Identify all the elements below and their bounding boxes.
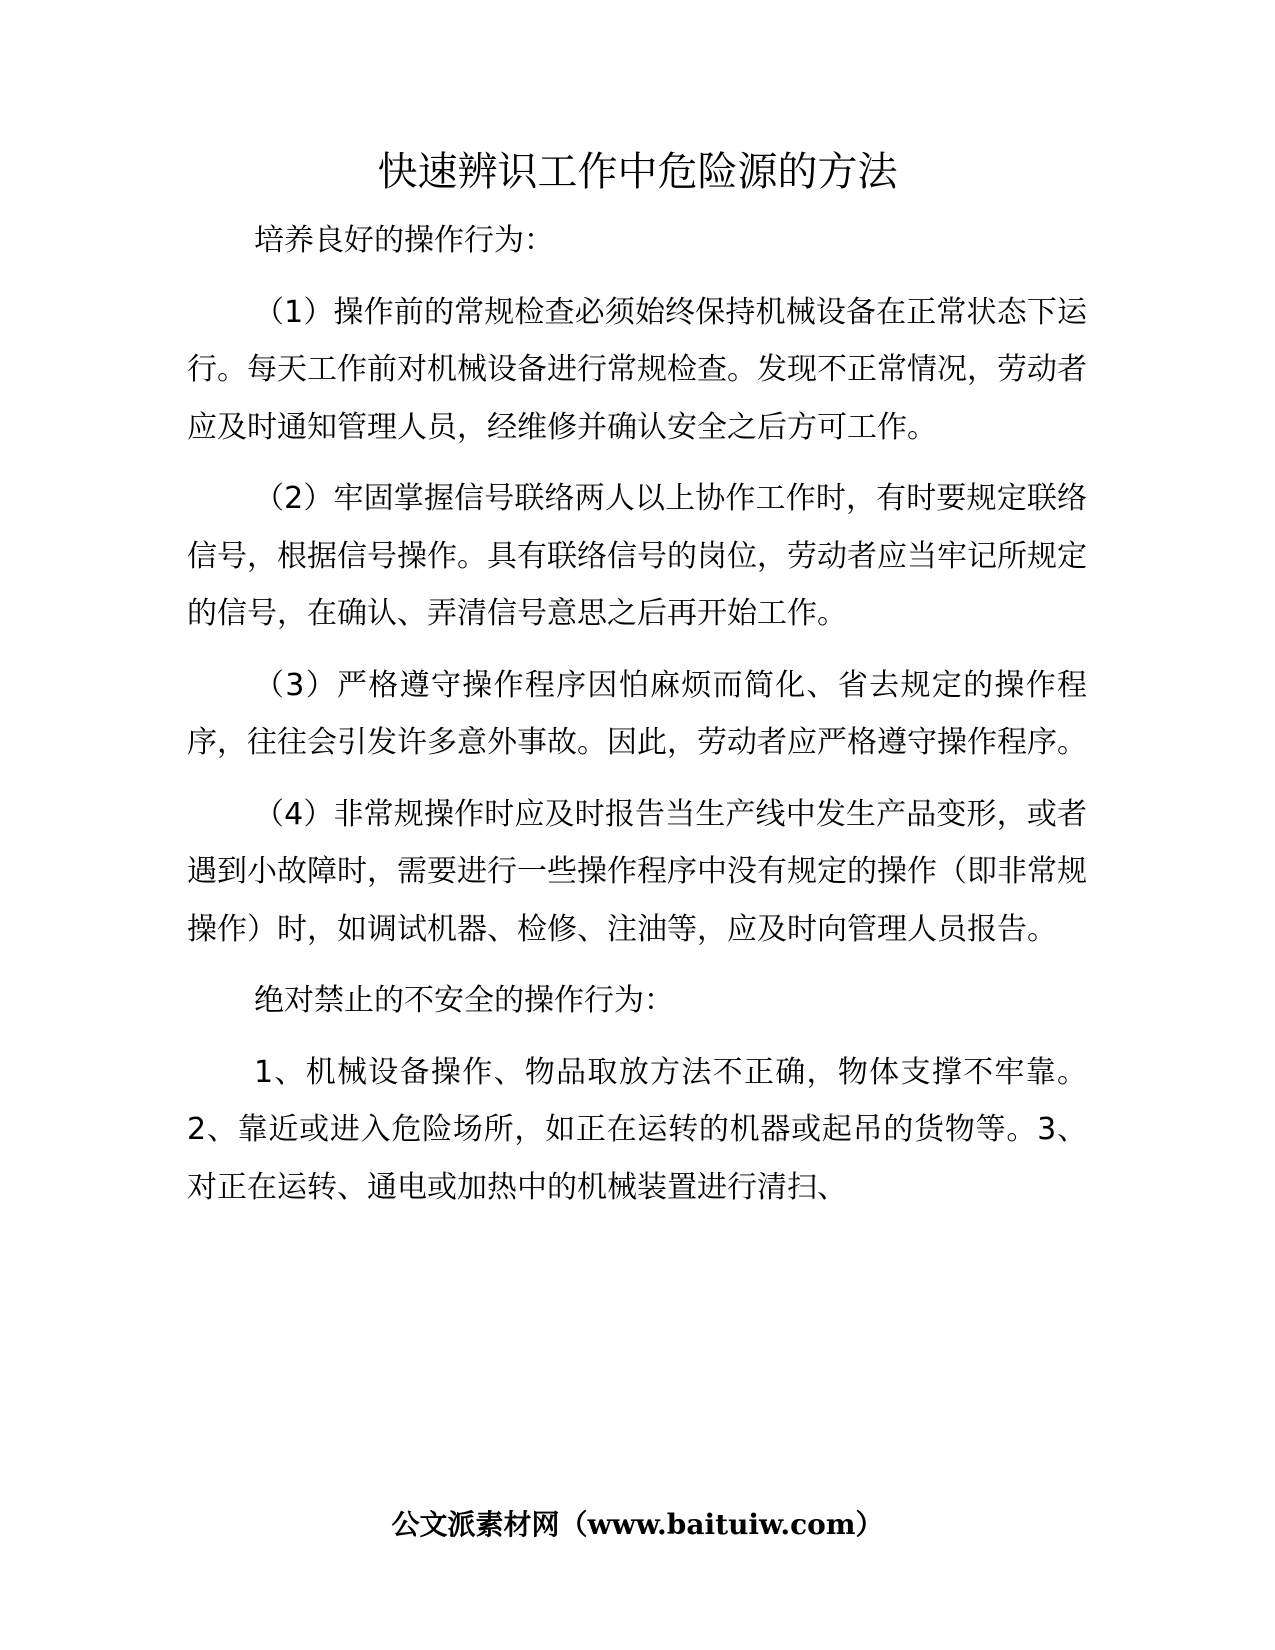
document-title: 快速辨识工作中危险源的方法 [377,149,898,195]
paragraph-item-1: （1）操作前的常规检查必须始终保持机械设备在正常状态下运行。每天工作前对机械设备进行常规检查。发现不正常情况，劳动者应及时通知管理人员，经维修并确认安全之后方可工作。 [187,294,1087,445]
paragraph-intro-good-behavior: 培养良好的操作行为： [254,223,554,258]
footer-watermark: 公文派素材网（www.baituiw.com） [391,1508,884,1541]
paragraph-item-2: （2）牢固掌握信号联络两人以上协作工作时，有时要规定联络信号，根据信号操作。具有联络信号的岗位，劳动者应当牢记所规定的信号，在确认、弄清信号意思之后再开始工作。 [187,481,1087,631]
paragraph-intro-forbidden-behavior: 绝对禁止的不安全的操作行为： [254,983,674,1018]
paragraph-forbidden-list: 1、机械设备操作、物品取放方法不正确，物体支撑不牢靠。2、靠近或进入危险场所，如正在运转的机器或起吊的货物等。3、对正在运转、通电或加热中的机械装置进行清扫、 [187,1054,1087,1205]
document-body [187,212,1087,1230]
paragraph-item-3: （3）严格遵守操作程序因怕麻烦而简化、省去规定的操作程序，往往会引发许多意外事故。因此，劳动者应严格遵守操作程序。 [187,667,1087,760]
paragraph-item-4: （4）非常规操作时应及时报告当生产线中发生产品变形，或者遇到小故障时，需要进行一些操作程序中没有规定的操作（即非常规操作）时，如调试机器、检修、注油等，应及时向管理人员报告。 [187,796,1087,947]
